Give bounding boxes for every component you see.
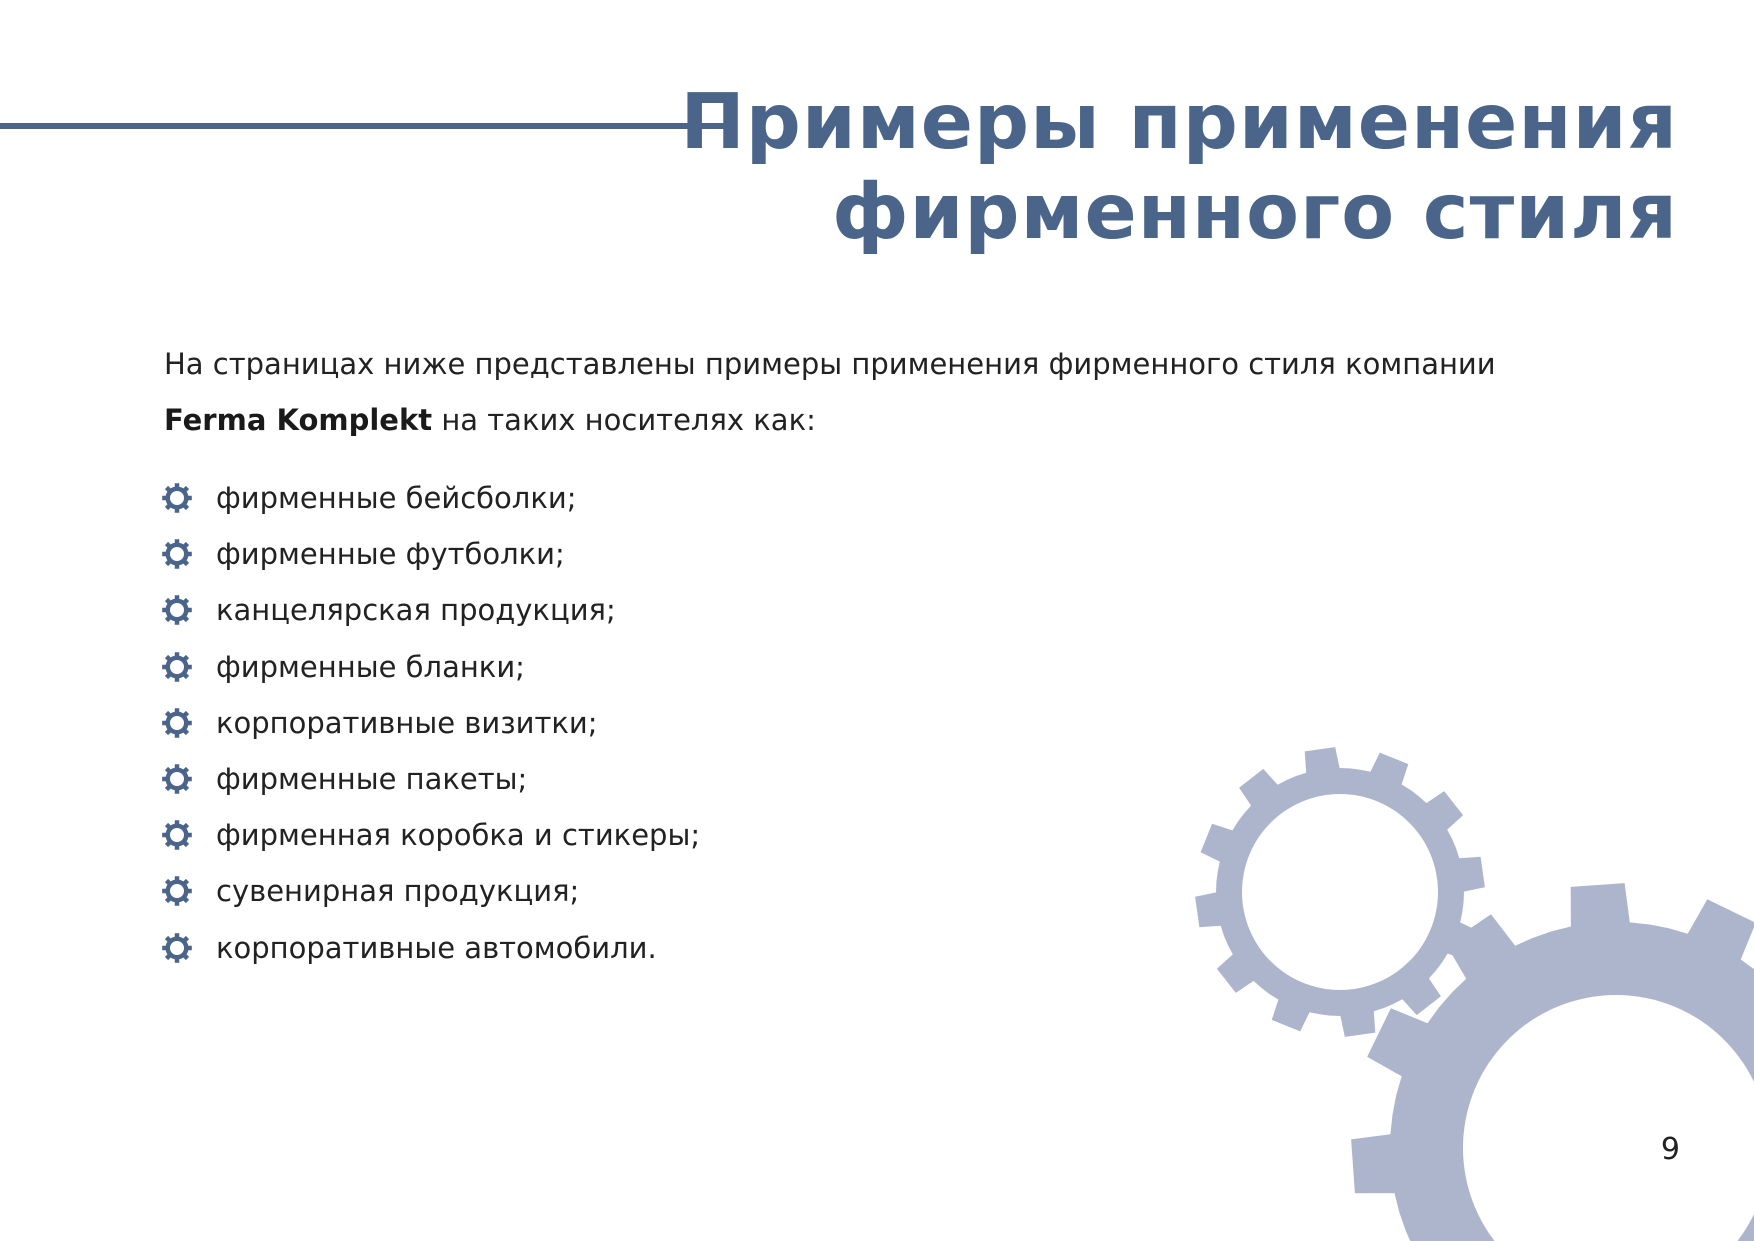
bullet-text: корпоративные визитки; bbox=[216, 705, 598, 740]
page-title-line2: фирменного стиля bbox=[832, 168, 1678, 257]
bullet-text: фирменные бейсболки; bbox=[216, 481, 577, 516]
bullet-text: фирменные бланки; bbox=[216, 649, 525, 684]
bullet-text: корпоративные автомобили. bbox=[216, 930, 657, 965]
intro-text-after: на таких носителях как: bbox=[432, 403, 816, 437]
page-number: 9 bbox=[1660, 1132, 1680, 1167]
page-title-line1: Примеры применения bbox=[680, 78, 1678, 167]
small-gear-shape bbox=[1195, 747, 1485, 1037]
bullet-text: канцелярская продукция; bbox=[216, 593, 616, 628]
bullet-text: сувенирная продукция; bbox=[216, 874, 580, 909]
intro-text: На страницах ниже представлены примеры применения фирменного стиля компании bbox=[164, 347, 1496, 381]
bullet-text: фирменная коробка и стикеры; bbox=[216, 818, 701, 853]
bullet-text: фирменные футболки; bbox=[216, 537, 565, 572]
bullet-text: фирменные пакеты; bbox=[216, 762, 528, 797]
brand-name: Ferma Komplekt bbox=[164, 403, 433, 437]
large-gear-shape bbox=[1351, 883, 1754, 1241]
